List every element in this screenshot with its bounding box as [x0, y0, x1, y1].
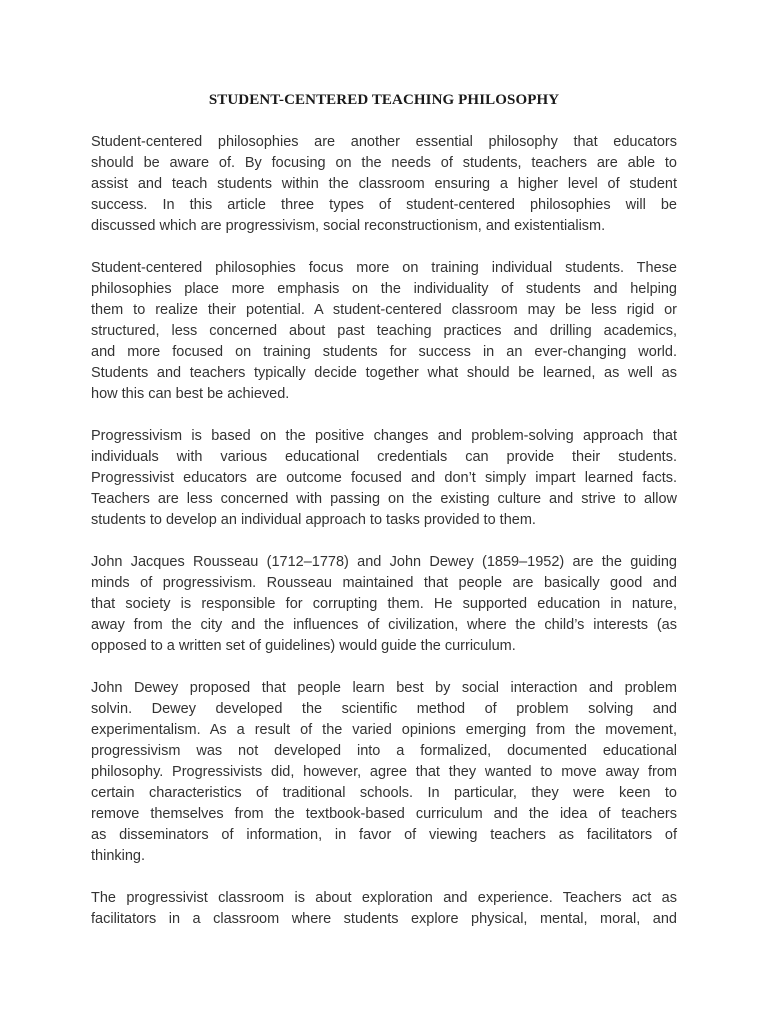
text-line: John Dewey proposed that people learn best by social interaction and problem [91, 680, 677, 696]
text-line: structured, less concerned about past teaching practices and drilling academics, [91, 323, 677, 339]
text-line: Progressivism is based on the positive changes and problem-solving approach that [91, 428, 677, 444]
document-page [91, 90, 677, 951]
text-line: facilitators in a classroom where students explore physical, mental, moral, and [91, 911, 677, 927]
text-line: philosophy. Progressivists did, however, agree that they wanted to move away from [91, 764, 677, 780]
text-line: that society is responsible for corrupting them. He supported education in nature, [91, 596, 677, 612]
text-line: certain characteristics of traditional schools. In particular, they were keen to [91, 785, 677, 801]
text-line: should be aware of. By focusing on the needs of students, teachers are able to [91, 155, 677, 171]
text-line: individuals with various educational credentials can provide their students. [91, 449, 677, 465]
text-line: solvin. Dewey developed the scientific method of problem solving and [91, 701, 677, 717]
text-line: and more focused on training students for success in an ever-changing world. [91, 344, 677, 360]
text-line: students to develop an individual approach to tasks provided to them. [91, 512, 536, 528]
paragraph [91, 678, 677, 867]
text-line: opposed to a written set of guidelines) would guide the curriculum. [91, 638, 516, 654]
text-line: progressivism was not developed into a formalized, documented educational [91, 743, 677, 759]
text-line: John Jacques Rousseau (1712–1778) and John Dewey (1859–1952) are the guiding [91, 554, 677, 570]
text-line: Student-centered philosophies focus more on training individual students. These [91, 260, 677, 276]
text-line: remove themselves from the textbook-based curriculum and the idea of teachers [91, 806, 677, 822]
text-line: assist and teach students within the classroom ensuring a higher level of student [91, 176, 677, 192]
text-line: as disseminators of information, in favor of viewing teachers as facilitators of [91, 827, 677, 843]
text-line: away from the city and the influences of civilization, where the child’s interests (as [91, 617, 677, 633]
text-line: Progressivist educators are outcome focused and don’t simply impart learned facts. [91, 470, 677, 486]
paragraph [91, 552, 677, 657]
text-line: Student-centered philosophies are another essential philosophy that educators [91, 134, 677, 150]
document-title: STUDENT-CENTERED TEACHING PHILOSOPHY [208, 92, 560, 108]
text-line: Students and teachers typically decide together what should be learned, as well as [91, 365, 677, 381]
paragraph [91, 258, 677, 405]
text-line: success. In this article three types of student-centered philosophies will be [91, 197, 677, 213]
paragraph [91, 426, 677, 531]
text-line: The progressivist classroom is about exploration and experience. Teachers act as [91, 890, 677, 906]
paragraph [91, 132, 677, 237]
paragraph [91, 888, 677, 930]
text-line: thinking. [91, 848, 146, 864]
text-line: philosophies place more emphasis on the individuality of students and helping [91, 281, 677, 297]
text-line: minds of progressivism. Rousseau maintained that people are basically good and [91, 575, 677, 591]
text-line: them to realize their potential. A student-centered classroom may be less rigid or [91, 302, 677, 318]
text-line: experimentalism. As a result of the varied opinions emerging from the movement, [91, 722, 677, 738]
text-line: how this can best be achieved. [91, 386, 290, 402]
text-line: discussed which are progressivism, social reconstructionism, and existentialism. [91, 218, 606, 234]
text-line: Teachers are less concerned with passing on the existing culture and strive to allow [91, 491, 677, 507]
document-body [91, 132, 677, 930]
